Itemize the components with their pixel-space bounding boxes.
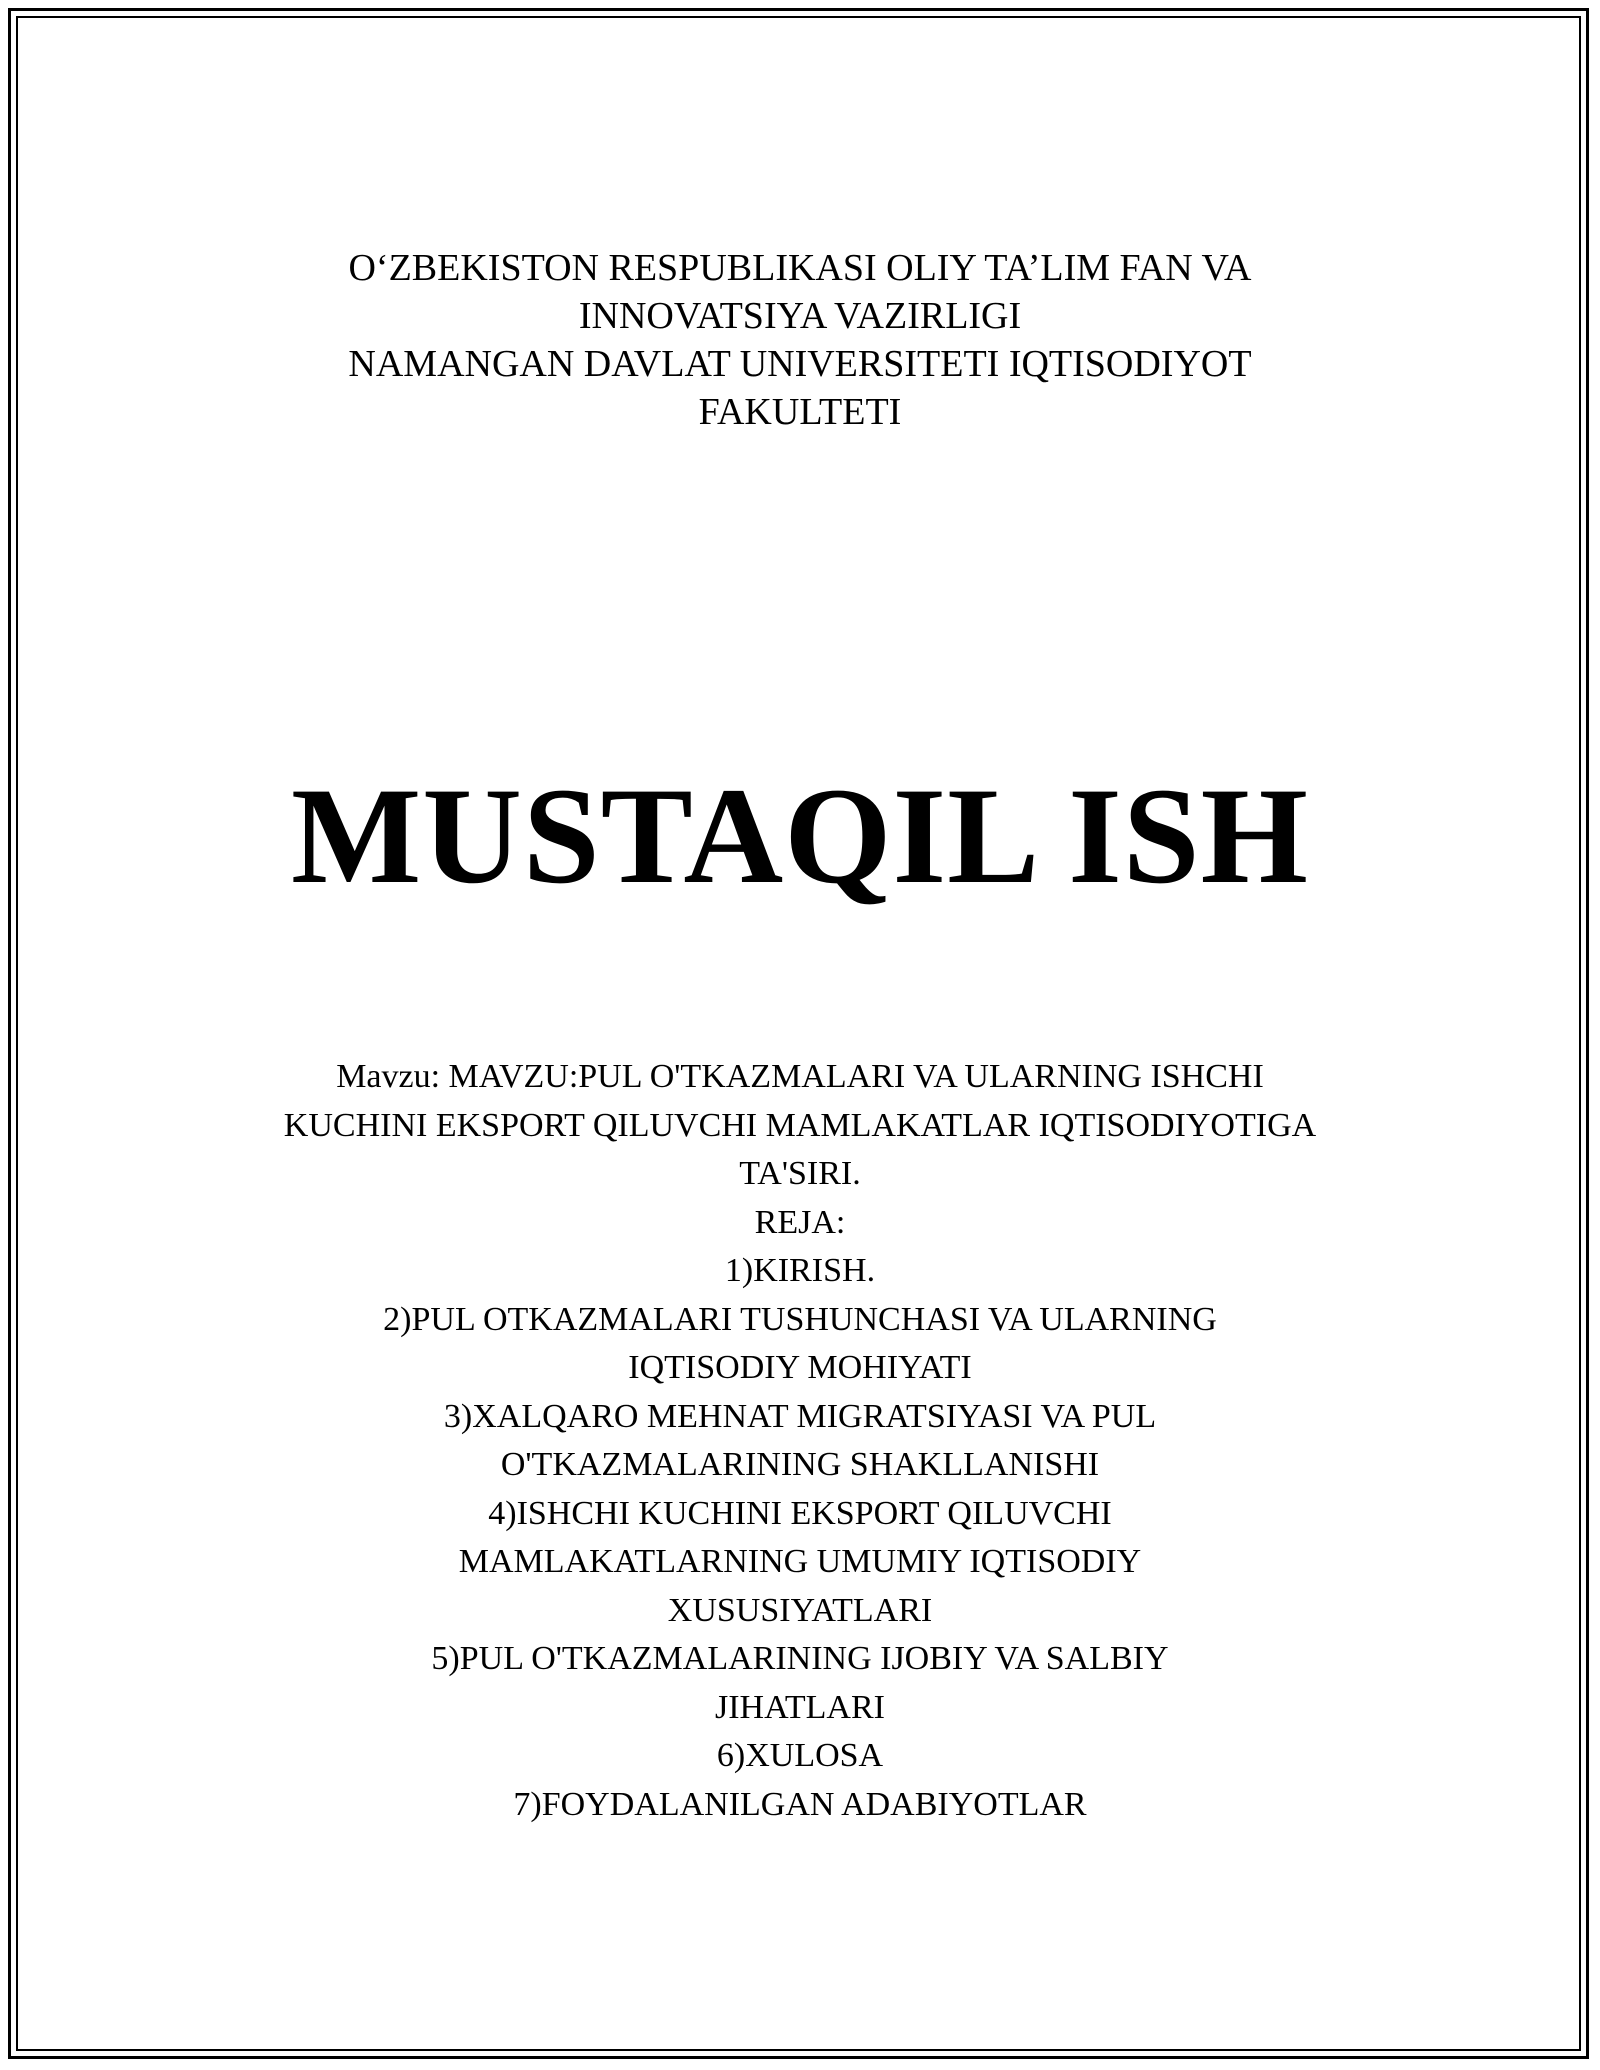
plan-item: MAMLAKATLARNING UMUMIY IQTISODIY: [458, 1543, 1142, 1580]
plan-item: IQTISODIY MOHIYATI: [628, 1349, 972, 1386]
plan-item: 7)FOYDALANILGAN ADABIYOTLAR: [513, 1785, 1087, 1823]
plan-item: 2)PUL OTKAZMALARI TUSHUNCHASI VA ULARNING: [383, 1300, 1217, 1338]
header-line: FAKULTETI: [698, 391, 902, 433]
institution-header: [0, 244, 1600, 436]
plan-item: 3)XALQARO MEHNAT MIGRATSIYASI VA PUL: [443, 1397, 1157, 1435]
plan-item: XUSUSIYATLARI: [667, 1591, 933, 1629]
header-line: INNOVATSIYA VAZIRLIGI: [578, 295, 1022, 337]
plan-item: 6)XULOSA: [716, 1737, 884, 1774]
topic-line: KUCHINI EKSPORT QILUVCHI MAMLAKATLAR IQTISODIYOTIGA: [283, 1106, 1317, 1144]
document-title: MUSTAQIL ISH: [291, 759, 1309, 912]
topic-and-plan: [0, 1053, 1600, 1829]
plan-heading: REJA:: [754, 1203, 846, 1241]
header-line: NAMANGAN DAVLAT UNIVERSITETI IQTISODIYOT: [348, 343, 1252, 385]
topic-line: Mavzu: MAVZU:PUL O'TKAZMALARI VA ULARNING ISHCHI: [336, 1058, 1264, 1095]
plan-item: O'TKAZMALARINING SHAKLLANISHI: [500, 1446, 1100, 1483]
plan-item: 4)ISHCHI KUCHINI EKSPORT QILUVCHI: [488, 1494, 1112, 1532]
header-line: O‘ZBEKISTON RESPUBLIKASI OLIY TA’LIM FAN VA: [348, 247, 1252, 289]
plan-item: 1)KIRISH.: [724, 1252, 876, 1289]
plan-item: JIHATLARI: [715, 1688, 885, 1726]
topic-line: TA'SIRI.: [739, 1155, 861, 1192]
plan-item: 5)PUL O'TKAZMALARINING IJOBIY VA SALBIY: [431, 1640, 1169, 1677]
